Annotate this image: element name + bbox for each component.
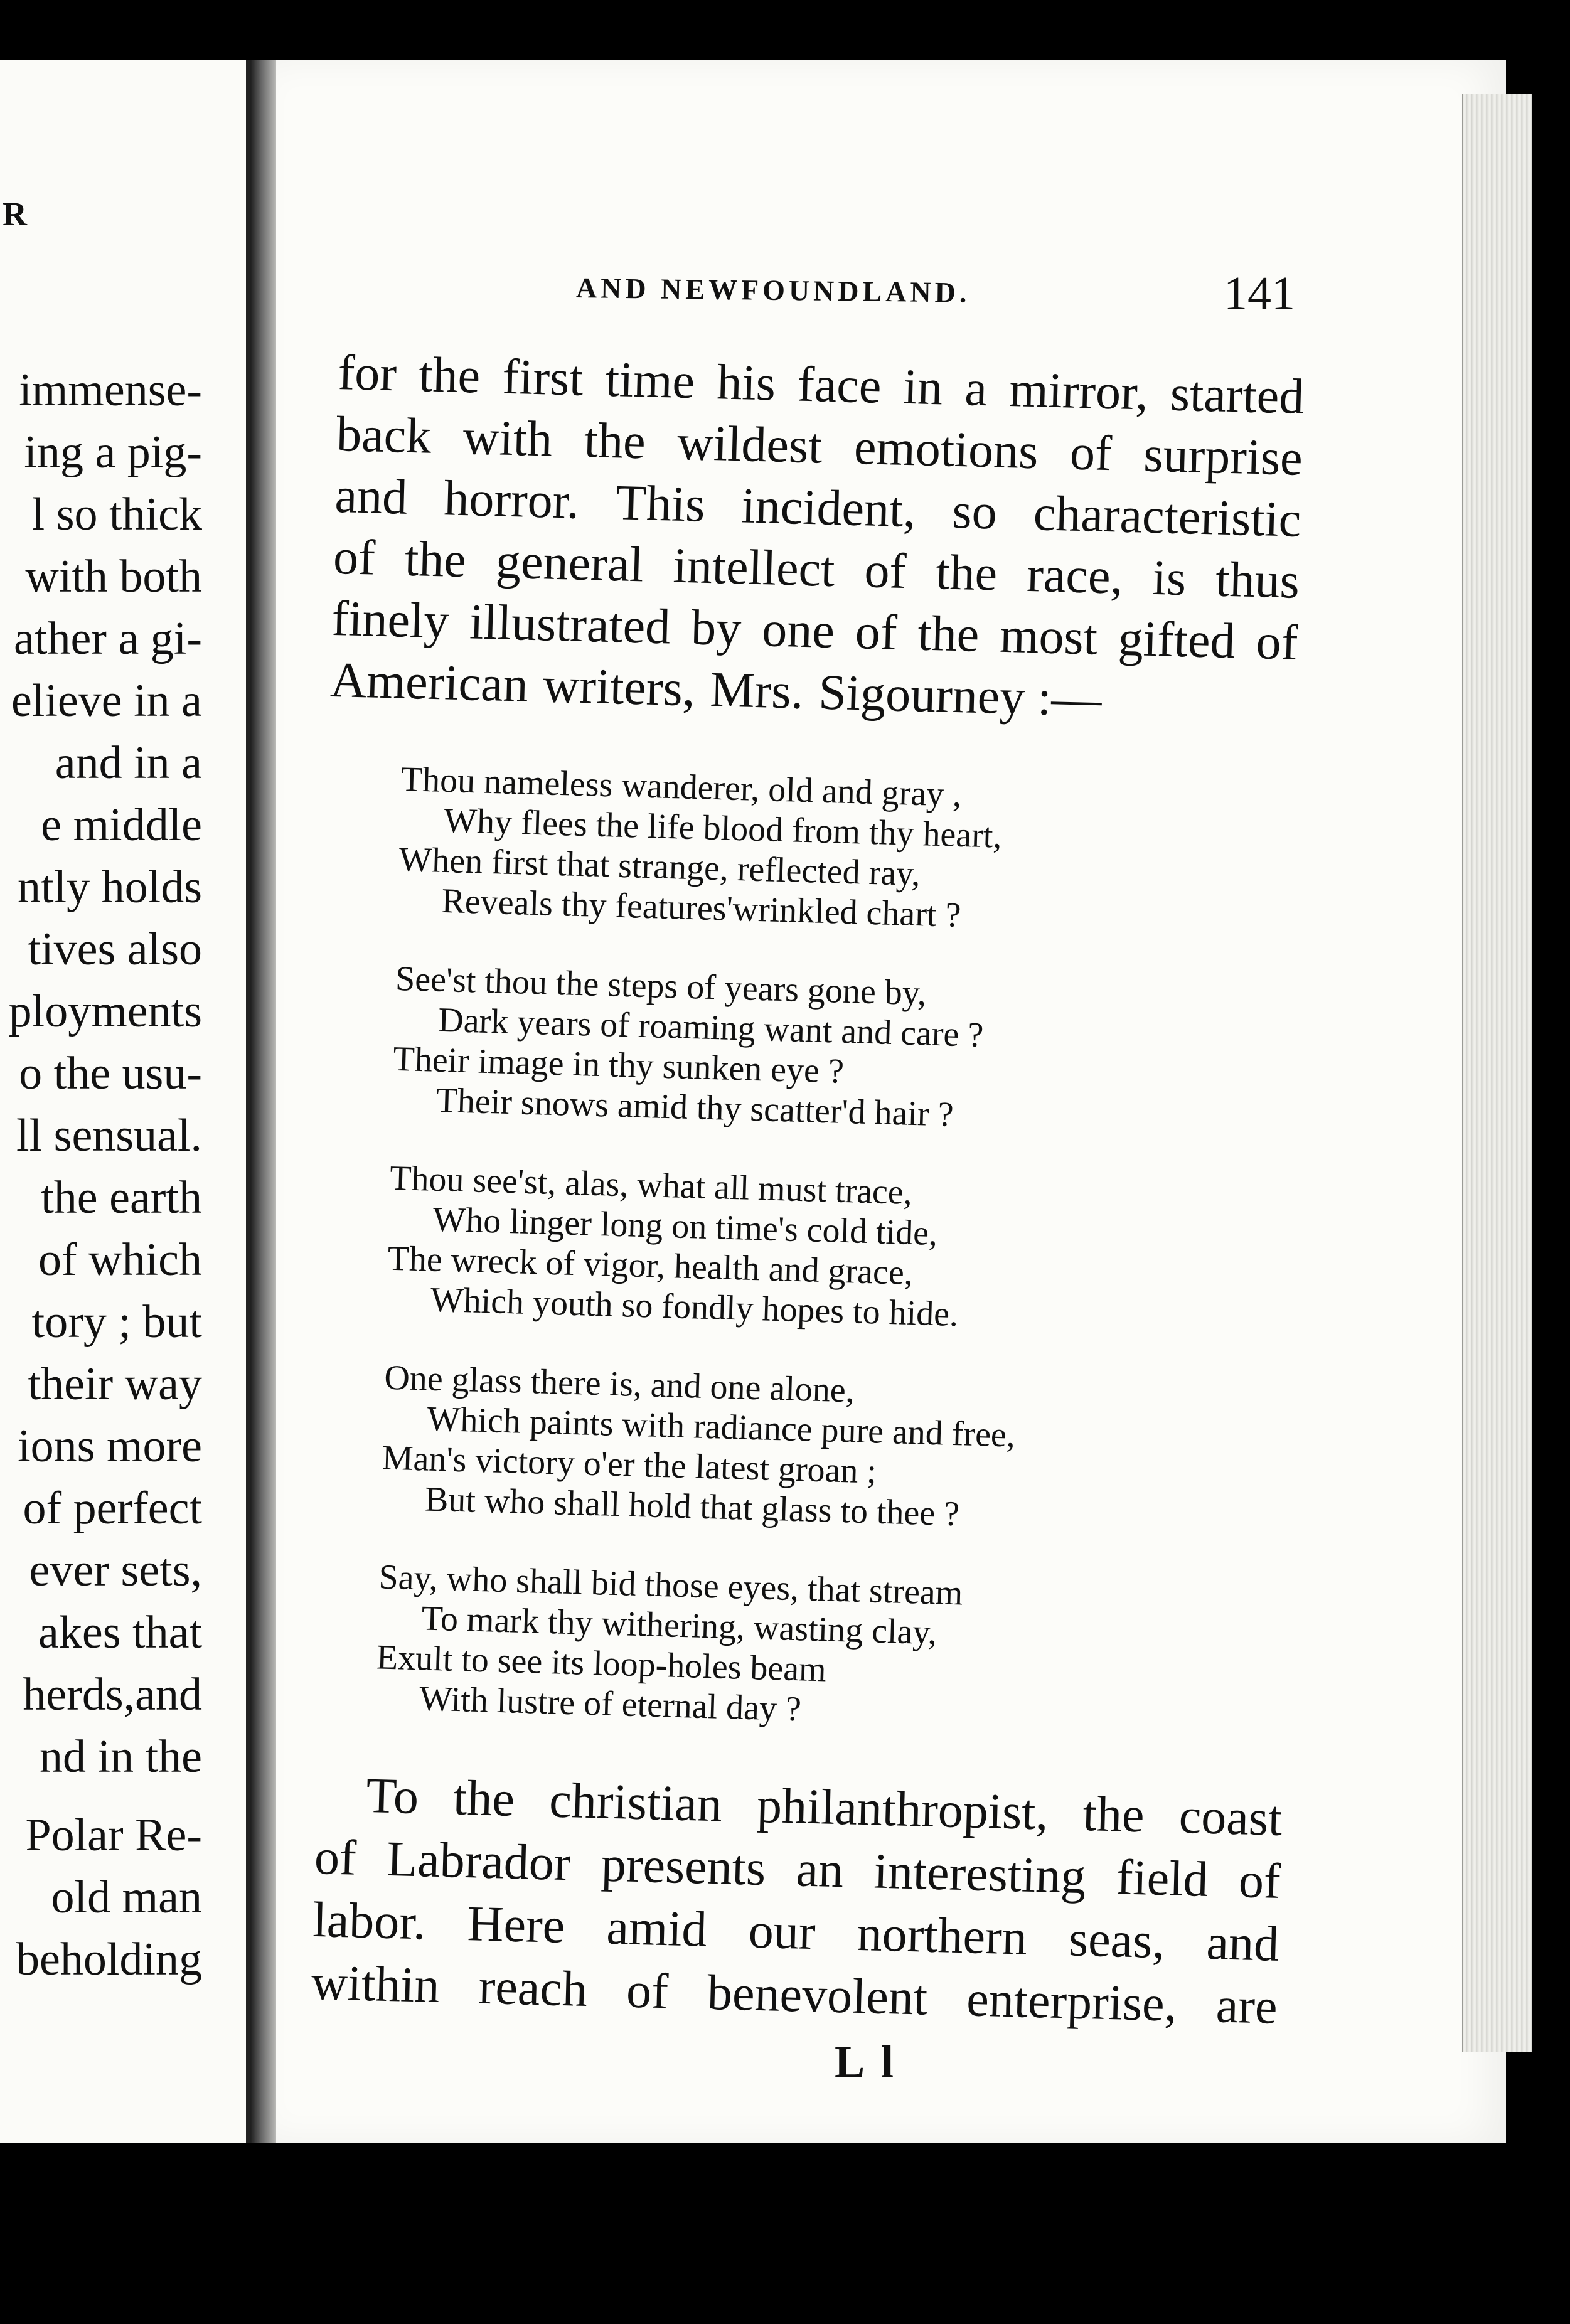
word: of (1255, 614, 1299, 671)
word: race, (1026, 546, 1124, 605)
left-page-line: immense- (19, 365, 202, 416)
word: labor. (312, 1892, 427, 1951)
poem-line: Their snows amid thy scatter'd hair ? (435, 1080, 954, 1134)
word: horror. (443, 471, 580, 530)
word: emotions (853, 419, 1039, 480)
word: the (404, 531, 467, 589)
word: the (935, 545, 998, 602)
word: one (761, 602, 835, 659)
word: northern (856, 1906, 1028, 1966)
word: with (462, 410, 553, 467)
running-head: AND NEWFOUNDLAND. (575, 272, 971, 309)
left-page-line: their way (28, 1358, 202, 1410)
word: of (626, 1963, 669, 2020)
left-page-line: of perfect (23, 1483, 202, 1534)
left-page-line: old man (51, 1872, 202, 1923)
left-page-line: with both (25, 551, 202, 602)
poem-stanza (380, 1358, 1017, 1536)
page-number: 141 (1224, 267, 1295, 320)
word: Here (466, 1896, 566, 1954)
left-page-line: ing a pig- (24, 427, 202, 478)
poem-line: Say, who shall bid those eyes, that stream (378, 1557, 964, 1613)
word: is (1151, 550, 1187, 607)
word: Sigourney :— (818, 664, 1103, 727)
poem-line: One glass there is, and one alone, (383, 1358, 855, 1410)
word: for (337, 344, 398, 402)
word: first (501, 349, 584, 407)
poem-line: Reveals thy features'wrinkled chart ? (441, 881, 962, 935)
poem-line: Who linger long on time's cold tide, (432, 1200, 938, 1254)
word: the (583, 412, 646, 470)
word: presents (600, 1836, 767, 1897)
left-facing-page (0, 60, 250, 2143)
word: incident, (740, 478, 917, 538)
word: are (1215, 1978, 1278, 2035)
word: of (863, 543, 907, 599)
word: christian (548, 1772, 723, 1833)
word: the (418, 347, 481, 404)
word: of (854, 604, 898, 661)
left-page-line: of which (38, 1234, 202, 1286)
word: interesting (873, 1843, 1087, 1905)
poem-stanza (397, 759, 1033, 937)
word: general (495, 533, 644, 593)
word: philanthropist, (756, 1778, 1049, 1841)
poem-line: Thou see'st, alas, what all must trace, (389, 1158, 913, 1212)
word: seas, (1068, 1911, 1166, 1970)
signature-mark: L l (835, 2037, 898, 2087)
poem-line: Man's victory o'er the latest groan ; (382, 1438, 877, 1491)
left-page-line: tives also (28, 924, 202, 975)
left-page-line: tory ; but (31, 1296, 202, 1348)
word: started (1169, 366, 1305, 425)
word: so (951, 483, 998, 540)
poem-line: Exult to see its loop-holes beam (376, 1638, 827, 1690)
word: mirror, (1008, 362, 1149, 421)
left-page-line: l so thick (31, 489, 202, 540)
left-page-line: elieve in a (11, 675, 202, 727)
word: of (333, 529, 376, 586)
left-page-line: beholding (16, 1934, 202, 1985)
word: back (336, 406, 432, 464)
poem-line: Their image in thy sunken eye ? (392, 1039, 845, 1091)
word: within (311, 1954, 441, 2014)
word: Labrador (386, 1831, 572, 1892)
left-page-line: the earth (41, 1172, 202, 1223)
left-page-line: akes that (38, 1607, 202, 1658)
word: gifted (1117, 610, 1236, 669)
word: of (314, 1829, 357, 1886)
word: characteristic (1032, 486, 1302, 548)
word: his (716, 354, 776, 412)
word: finely (331, 590, 450, 649)
left-page-line: nd in the (40, 1731, 202, 1783)
word: of (1069, 425, 1113, 482)
left-page-text (9, 360, 202, 1991)
word: our (747, 1903, 816, 1961)
left-page-line: and in a (55, 737, 202, 789)
word: illustrated (469, 594, 671, 655)
word: enterprise, (966, 1971, 1178, 2032)
poem-line: With lustre of eternal day ? (419, 1679, 802, 1729)
poem-line: Which youth so fondly hopes to hide. (430, 1280, 959, 1335)
poem-line: When first that strange, reflected ray, (398, 840, 921, 894)
word: most (999, 607, 1099, 666)
poem-line: Thou nameless wanderer, old and gray , (400, 759, 963, 814)
left-page-line: ntly holds (18, 861, 202, 913)
word: wildest (676, 415, 823, 474)
word: and (334, 467, 409, 525)
word: This (615, 475, 706, 533)
left-page-line: Polar Re- (25, 1810, 202, 1861)
poem-line: Why flees the life blood from thy heart, (443, 801, 1003, 856)
book-gutter (250, 60, 280, 2143)
word: field (1115, 1850, 1209, 1907)
word: by (690, 600, 742, 657)
paragraph-1 (329, 342, 1305, 735)
poem-line: But who shall hold that glass to thee ? (424, 1479, 960, 1534)
left-page-line: herds,and (23, 1669, 202, 1720)
word: the (1082, 1786, 1145, 1843)
word: time (604, 351, 696, 410)
poem-line: Dark years of roaming want and care ? (437, 1000, 985, 1055)
word: surprise (1143, 427, 1303, 486)
word: writers, (542, 658, 696, 717)
word: intellect (672, 538, 836, 598)
word: the (452, 1770, 516, 1827)
left-page-line: e middle (41, 799, 202, 851)
poem-line: The wreck of vigor, health and grace, (387, 1239, 914, 1293)
word: an (795, 1842, 845, 1899)
word: the (917, 605, 980, 663)
left-page-line: ions more (18, 1421, 202, 1472)
left-page-line: ather a gi- (14, 613, 202, 664)
left-page-line: ployments (8, 986, 202, 1037)
word: coast (1178, 1788, 1283, 1847)
poem-stanza (375, 1557, 1011, 1735)
word: To (365, 1768, 420, 1825)
word: benevolent (707, 1964, 929, 2026)
word: in (902, 359, 944, 416)
poem (374, 759, 1034, 1774)
word: and (1205, 1914, 1280, 1972)
poem-line: Which paints with radiance pure and free, (426, 1399, 1016, 1455)
left-page-line: ll sensual. (16, 1110, 202, 1161)
poem-line: See'st thou the steps of years gone by, (395, 959, 927, 1013)
left-page-line: o the usu- (19, 1048, 202, 1099)
word: face (797, 356, 882, 414)
left-running-head: R (3, 195, 28, 233)
poem-line: To mark thy withering, wasting clay, (420, 1599, 937, 1653)
word: Mrs. (709, 662, 804, 720)
poem-stanza (386, 1158, 1022, 1336)
poem-stanza (392, 959, 1028, 1137)
word: of (1237, 1853, 1281, 1909)
word: reach (478, 1959, 589, 2018)
word: a (964, 361, 988, 417)
page-edges (1462, 94, 1532, 2052)
word: thus (1215, 552, 1300, 609)
paragraph-2 (311, 1763, 1283, 2039)
word: American (329, 652, 529, 713)
left-page-line: ever sets, (29, 1545, 202, 1596)
word: amid (606, 1899, 708, 1958)
